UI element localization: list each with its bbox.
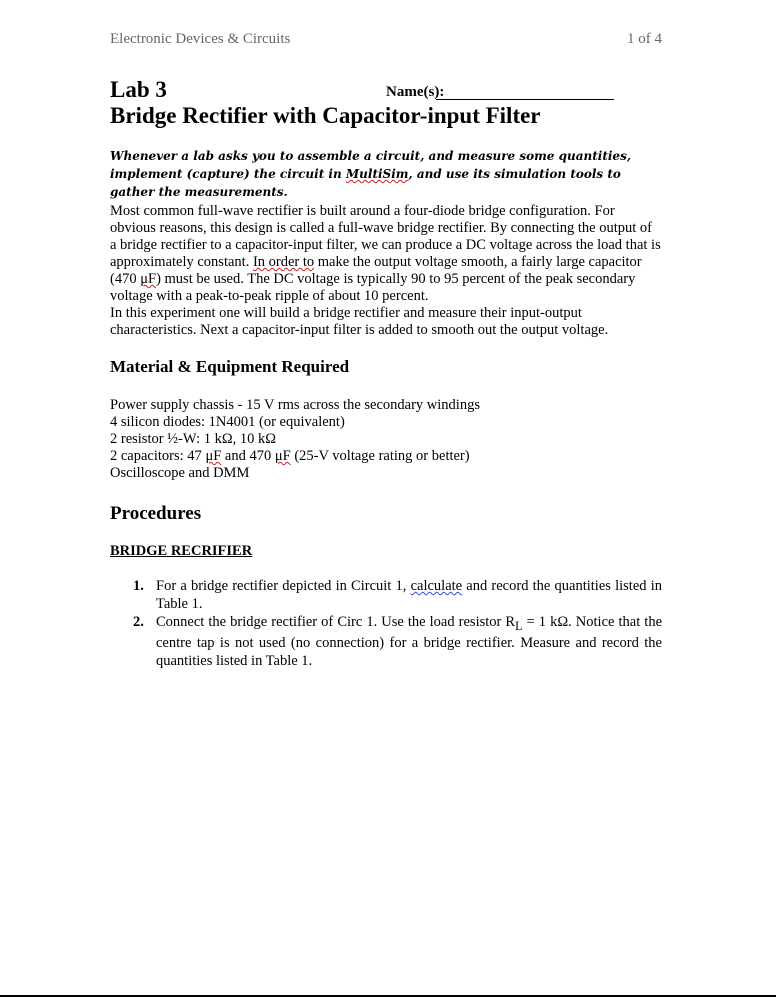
materials-item: 4 silicon diodes: 1N4001 (or equivalent) xyxy=(110,414,345,430)
procedure-list xyxy=(110,578,662,671)
header-course: Electronic Devices & Circuits xyxy=(110,31,291,47)
name-label: Name(s): xyxy=(386,84,445,100)
instruction-part2: , and use its simulation tools to gather the measurements. xyxy=(110,167,621,199)
intro-paragraph-2: In this experiment one will build a bridge rectifier and measure their input-output characteristics. Next a capacitor-input filter is added to smooth out the output voltage. xyxy=(110,305,609,338)
instruction-multisim: MultiSim xyxy=(345,167,409,181)
procedures-heading: Procedures xyxy=(110,503,202,524)
procedure-1-text-b: and record the quantities listed in Table 1. xyxy=(156,578,662,612)
instruction-part1: Whenever a lab asks you to assemble a circuit, and measure some quantities, implement (capture) the circuit in xyxy=(110,149,631,181)
materials-item: Oscilloscope and DMM xyxy=(110,465,250,481)
materials-uf-1: μF xyxy=(205,448,222,464)
intro-paragraph-1 xyxy=(110,203,662,305)
materials-list xyxy=(110,397,662,482)
intro-uf: μF xyxy=(140,271,157,287)
intro-in-order-to: In order to xyxy=(252,254,315,270)
procedure-1-calculate: calculate xyxy=(410,578,463,594)
instruction-text xyxy=(110,147,662,201)
procedure-1-text-a: For a bridge rectifier depicted in Circuit 1, xyxy=(156,578,411,594)
materials-item: Power supply chassis - 15 V rms across the secondary windings xyxy=(110,397,480,413)
materials-item xyxy=(110,448,662,465)
intro-text-b: make the output voltage smooth, a fairly large capacitor (470 xyxy=(110,254,642,287)
procedure-2-text-a: Connect the bridge rectifier of Circ 1. Use the load resistor R xyxy=(156,614,516,630)
procedure-number: 2. xyxy=(133,614,144,630)
materials-item: 2 resistor ½-W: 1 kΩ, 10 kΩ xyxy=(110,431,276,447)
intro-text-c: ) must be used. The DC voltage is typically 90 to 95 percent of the peak secondary voltage with a peak-to-peak ripple of about 10 percent. xyxy=(110,271,636,304)
materials-cap-a: 2 capacitors: 47 xyxy=(110,448,206,464)
page-title: Bridge Rectifier with Capacitor-input Filter xyxy=(110,103,541,128)
materials-uf-2: μF xyxy=(274,448,291,464)
materials-cap-c: (25-V voltage rating or better) xyxy=(290,448,470,464)
intro-section xyxy=(110,203,662,339)
procedure-item-1 xyxy=(110,578,662,613)
procedure-number: 1. xyxy=(133,578,144,594)
procedure-item-2 xyxy=(110,614,662,670)
materials-cap-b: and 470 xyxy=(221,448,275,464)
name-blank-line[interactable] xyxy=(436,99,614,100)
intro-text-a: Most common full-wave rectifier is built around a four-diode bridge configuration. For obvious reasons, this design is called a full-wave bridge rectifier. By connecting the output of a bridge rectifier to a capacitor-input filter, we can produce a DC voltage across the load that is approximately constant. xyxy=(110,203,661,270)
bridge-rectifier-subheading: BRIDGE RECRIFIER xyxy=(110,543,253,559)
procedure-2-subscript: L xyxy=(515,618,523,633)
materials-heading: Material & Equipment Required xyxy=(110,357,350,376)
procedure-2-text-b: = 1 kΩ. Notice that the centre tap is not used (no connection) for a bridge rectifier. Measure and record the quantities listed in Table 1. xyxy=(156,614,663,669)
lab-title: Lab 3 xyxy=(110,77,167,102)
header-page-number: 1 of 4 xyxy=(627,31,662,47)
